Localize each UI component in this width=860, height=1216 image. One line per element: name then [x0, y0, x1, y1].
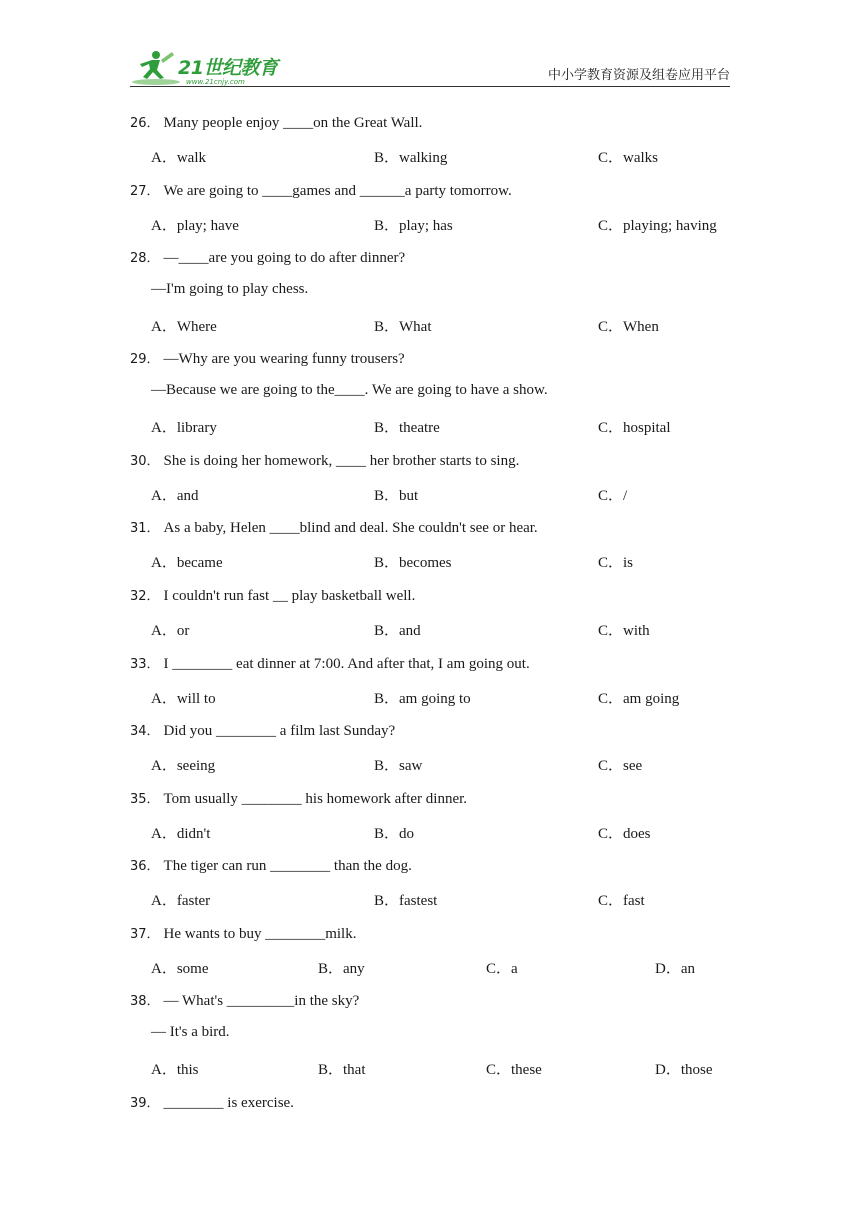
question-stem: —Why are you wearing funny trousers? — [163, 351, 405, 367]
question-stem: Many people enjoy ____on the Great Wall. — [163, 115, 423, 131]
option-c: C．playing; having — [598, 218, 717, 234]
option-c: C．with — [598, 623, 650, 639]
option-a: A．play; have — [151, 218, 239, 234]
option-b: B．theatre — [374, 420, 440, 436]
option-a: A．or — [151, 623, 190, 639]
option-b: B．fastest — [374, 893, 438, 909]
option-c: C．see — [598, 758, 643, 774]
question-stem: As a baby, Helen ____blind and deal. She couldn't see or hear. — [163, 520, 538, 536]
option-c: C．these — [486, 1062, 542, 1078]
question-number: 37． — [130, 927, 160, 942]
question-stem: I couldn't run fast __ play basketball well. — [163, 588, 416, 604]
option-a: A．faster — [151, 893, 211, 909]
option-a: A．Where — [151, 319, 217, 335]
question-28 — [130, 247, 405, 267]
question-stem: The tiger can run ________ than the dog. — [163, 858, 412, 874]
option-a: A．seeing — [151, 758, 216, 774]
logo-wordmark: 21世纪教育 — [178, 57, 278, 79]
question-26 — [130, 112, 422, 132]
question-dialogue-line: — It's a bird. — [151, 1024, 230, 1040]
option-c: C．/ — [598, 488, 628, 504]
option-b: B．play; has — [374, 218, 453, 234]
question-number: 28． — [130, 251, 160, 266]
option-b: B．any — [318, 961, 365, 977]
question-stem: Tom usually ________ his homework after dinner. — [163, 791, 468, 807]
option-a: A．library — [151, 420, 217, 436]
question-33 — [130, 653, 530, 673]
question-38 — [130, 990, 359, 1010]
option-c: C．hospital — [598, 420, 671, 436]
option-b: B．and — [374, 623, 421, 639]
option-a: A．became — [151, 555, 223, 571]
option-a: A．will to — [151, 691, 216, 707]
option-a: A．walk — [151, 150, 206, 166]
option-b: B．becomes — [374, 555, 452, 571]
question-dialogue-line: —I'm going to play chess. — [151, 281, 309, 297]
option-a: A．this — [151, 1062, 199, 1078]
question-30 — [130, 450, 519, 470]
question-36 — [130, 855, 412, 875]
question-37 — [130, 923, 356, 943]
question-27 — [130, 180, 512, 200]
question-stem: We are going to ____games and ______a party tomorrow. — [163, 183, 512, 199]
question-stem: Did you ________ a film last Sunday? — [163, 723, 396, 739]
question-number: 32． — [130, 589, 160, 604]
header-divider — [130, 86, 730, 87]
question-39 — [130, 1092, 294, 1112]
option-b: B．that — [318, 1062, 366, 1078]
logo-url: www.21cnjy.com — [186, 78, 245, 86]
option-a: A．didn't — [151, 826, 211, 842]
question-number: 26． — [130, 116, 160, 131]
question-34 — [130, 720, 395, 740]
question-stem: — What's _________in the sky? — [163, 993, 360, 1009]
question-35 — [130, 788, 467, 808]
option-c: C．does — [598, 826, 651, 842]
option-b: B．saw — [374, 758, 423, 774]
option-b: B．do — [374, 826, 415, 842]
option-c: C．am going — [598, 691, 680, 707]
option-a: A．and — [151, 488, 199, 504]
question-number: 38． — [130, 994, 160, 1009]
question-32 — [130, 585, 415, 605]
runner-logo-icon — [130, 48, 180, 88]
option-b: B．but — [374, 488, 419, 504]
option-c: C．a — [486, 961, 518, 977]
option-c: C．is — [598, 555, 634, 571]
option-c: C．When — [598, 319, 659, 335]
question-number: 30． — [130, 454, 160, 469]
option-a: A．some — [151, 961, 209, 977]
question-stem: He wants to buy ________milk. — [163, 926, 357, 942]
page-header — [130, 48, 730, 88]
option-b: B．What — [374, 319, 432, 335]
option-b: B．walking — [374, 150, 448, 166]
option-d: D．those — [655, 1062, 713, 1078]
option-c: C．walks — [598, 150, 659, 166]
question-number: 33． — [130, 657, 160, 672]
question-number: 31． — [130, 521, 160, 536]
question-number: 36． — [130, 859, 160, 874]
question-number: 29． — [130, 352, 160, 367]
question-stem: —____are you going to do after dinner? — [163, 250, 406, 266]
question-number: 39． — [130, 1096, 160, 1111]
question-number: 34． — [130, 724, 160, 739]
option-d: D．an — [655, 961, 695, 977]
question-stem: I ________ eat dinner at 7:00. And after that, I am going out. — [163, 656, 530, 672]
question-29 — [130, 348, 405, 368]
question-31 — [130, 517, 538, 537]
site-logo — [130, 48, 300, 88]
question-dialogue-line: —Because we are going to the____. We are going to have a show. — [151, 382, 548, 398]
option-b: B．am going to — [374, 691, 471, 707]
option-c: C．fast — [598, 893, 645, 909]
platform-name: 中小学教育资源及组卷应用平台 — [547, 68, 730, 83]
question-number: 35． — [130, 792, 160, 807]
question-stem: ________ is exercise. — [163, 1095, 294, 1111]
question-stem: She is doing her homework, ____ her brother starts to sing. — [163, 453, 520, 469]
question-number: 27． — [130, 184, 160, 199]
